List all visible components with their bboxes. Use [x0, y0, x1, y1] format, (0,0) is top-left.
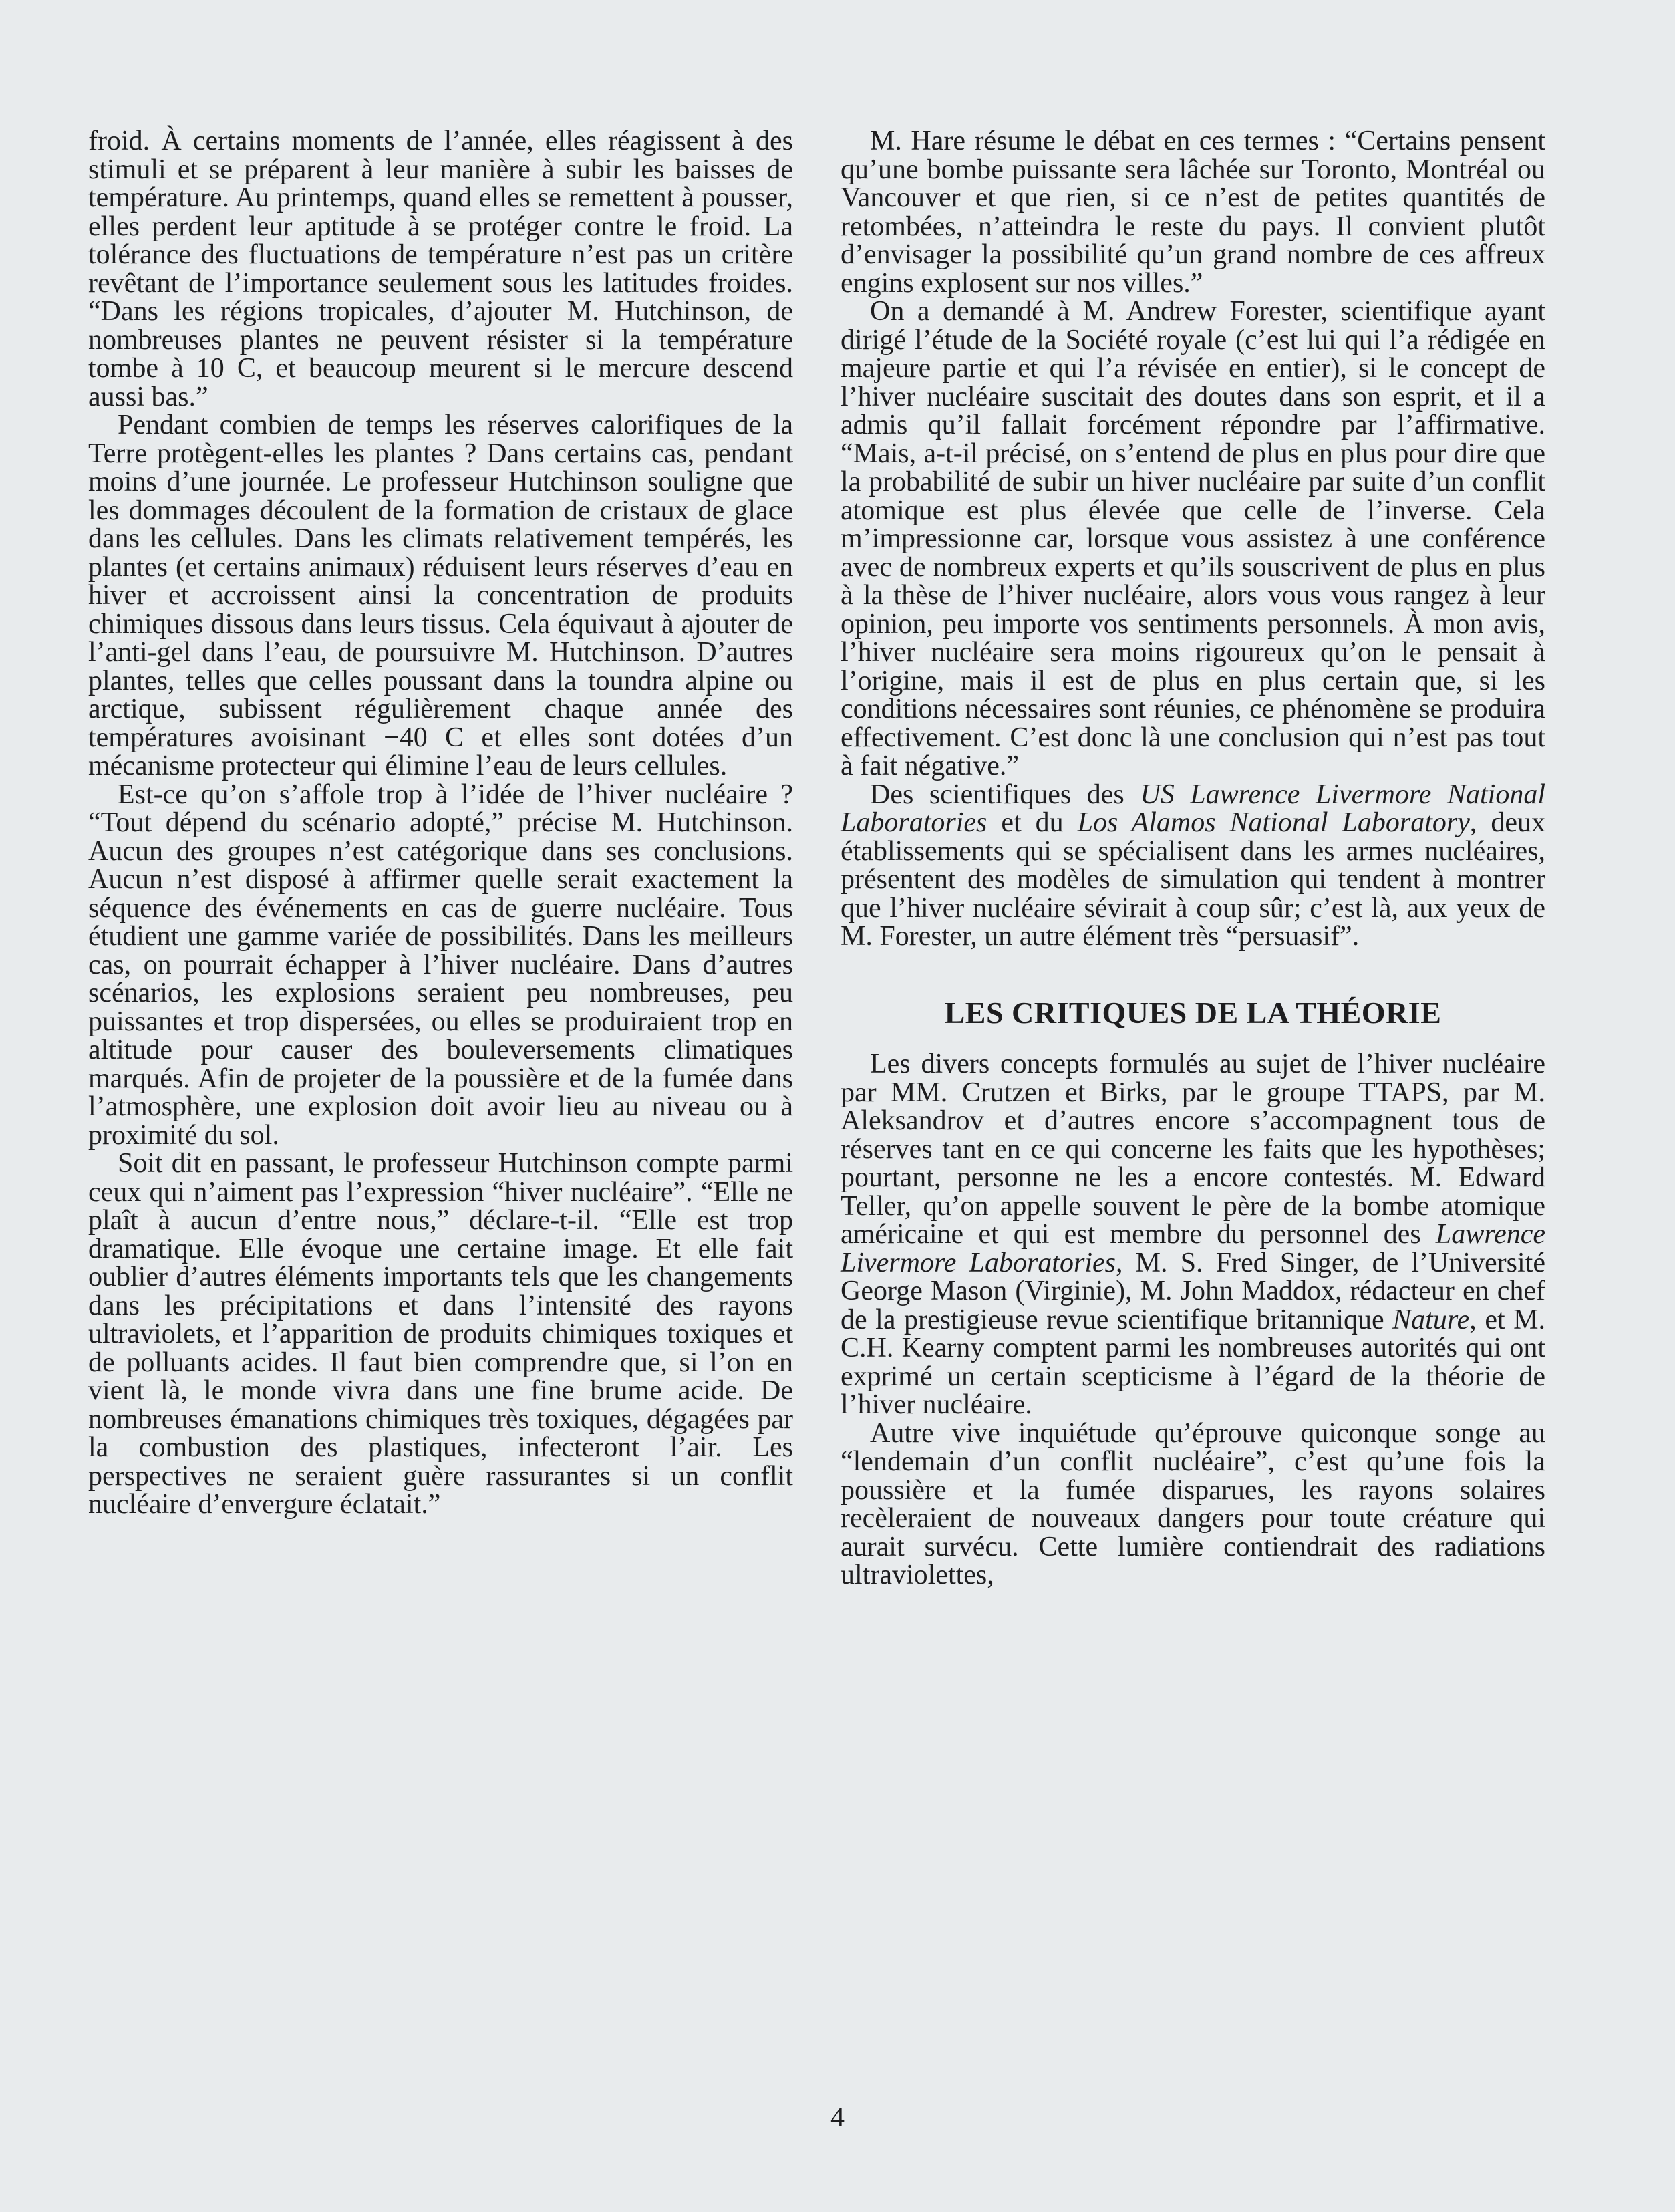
- paragraph: froid. À certains moments de l’année, elles réagissent à des stimuli et se préparent à leur manière à subir les baisses de température. Au printemps, quand elles se remettent à pousser, elles perdent leur aptitude à se protéger contre le froid. La tolérance des fluctuations de température n’est pas un critère revêtant de l’importance seulement sous les latitudes froides. “Dans les régions tropicales, d’ajouter M. Hutchinson, de nombreuses plantes ne peuvent résister si la température tombe à 10 C, et beaucoup meurent si le mercure descend aussi bas.”: [88, 126, 793, 412]
- italic-lab-name: US Lawrence Livermore National Laboratories: [841, 779, 1545, 838]
- page-number: 4: [830, 2102, 845, 2133]
- left-column: [88, 127, 793, 1519]
- paragraph: [841, 1050, 1545, 1419]
- text-run: , M. S. Fred Singer, de l’Université George Mason (Virginie), M. John Maddox, rédacteur en chef de la prestigieuse revue scientifique britannique: [841, 1247, 1545, 1335]
- paragraph: Autre vive inquiétude qu’éprouve quiconque songe au “lendemain d’un conflit nucléaire”, c’est qu’une fois la poussière et la fumée disparues, les rayons solaires recèleraient de nouveaux dangers pour toute créature qui aurait survécu. Cette lumière contiendrait des radiations ultraviolettes,: [841, 1417, 1545, 1591]
- paragraph: Pendant combien de temps les réserves calorifiques de la Terre protègent-elles les plantes ? Dans certains cas, pendant moins d’une journée. Le professeur Hutchinson souligne que les dommages découlent de la formation de cristaux de glace dans les cellules. Dans les climats relativement tempérés, les plantes (et certains animaux) réduisent leurs réserves d’eau en hiver et accroissent ainsi la concentration de produits chimiques dissous dans leurs tissus. Cela équivaut à ajouter de l’anti-gel dans l’eau, de poursuivre M. Hutchinson. D’autres plantes, telles que celles poussant dans la toundra alpine ou arctique, subissent régulièrement chaque année des températures avoisinant −40 C et elles sont dotées d’un mécanisme protecteur qui élimine l’eau de leurs cellules.: [88, 410, 793, 781]
- paragraph: Soit dit en passant, le professeur Hutchinson compte parmi ceux qui n’aiment pas l’expression “hiver nucléaire”. “Elle ne plaît à aucun d’entre nous,” déclare-t-il. “Elle est trop dramatique. Elle évoque une certaine image. Et elle fait oublier d’autres éléments importants tels que les changements dans les précipitations et dans l’intensité des rayons ultraviolets, et l’apparition de produits chimiques toxiques et de polluants acides. Il faut bien comprendre que, si l’on en vient là, le monde vivra dans une fine brume acide. De nombreuses émanations chimiques très toxiques, dégagées par la combustion des plastiques, infecteront l’air. Les perspectives ne seraient guère rassurantes si un conflit nucléaire d’envergure éclatait.”: [88, 1148, 793, 1520]
- text-run: Les divers concepts formulés au sujet de l’hiver nucléaire par MM. Crutzen et Birks, par le groupe TTAPS, par M. Aleksandrov et d’autres encore s’accompagnent tous de réserves tant en ce qui concerne les faits que les hypothèses; pourtant, personne ne les a encore contestés. M. Edward Teller, qu’on appelle souvent le père de la bombe atomique américaine et qui est membre du personnel des: [841, 1049, 1545, 1250]
- paragraph: [841, 781, 1545, 951]
- text-run: et du: [987, 807, 1078, 838]
- text-run: , deux établissements qui se spécialisent dans les armes nucléaires, présentent des modèles de simulation qui tendent à montrer que l’hiver nucléaire sévirait à coup sûr; c’est là, aux yeux de M. Forester, un autre élément très “persuasif”.: [841, 807, 1545, 952]
- paragraph: Est-ce qu’on s’affole trop à l’idée de l’hiver nucléaire ? “Tout dépend du scénario adopté,” précise M. Hutchinson. Aucun des groupes n’est catégorique dans ses conclusions. Aucun n’est disposé à affirmer quelle serait exactement la séquence des événements en cas de guerre nucléaire. Tous étudient une gamme variée de possibilités. Dans les meilleurs cas, on pourrait échapper à l’hiver nucléaire. Dans d’autres scénarios, les explosions seraient peu nombreuses, peu puissantes et trop dispersées, ou elles se produiraient trop en altitude pour causer des bouleversements climatiques marqués. Afin de projeter de la poussière et de la fumée dans l’atmosphère, une explosion doit avoir lieu au niveau ou à proximité du sol.: [88, 779, 793, 1151]
- right-column: [841, 127, 1545, 1590]
- paragraph: On a demandé à M. Andrew Forester, scientifique ayant dirigé l’étude de la Société royale (c’est lui qui l’a rédigée en majeure partie et qui l’a révisée en entier), si le concept de l’hiver nucléaire suscitait des doutes dans son esprit, et il a admis qu’il fallait forcément répondre par l’affirmative. “Mais, a-t-il précisé, on s’entend de plus en plus pour dire que la probabilité de subir un hiver nucléaire par suite d’un conflit atomique est plus élevée que celle de l’inverse. Cela m’impressionne car, lorsque vous assistez à une conférence avec de nombreux experts et qu’ils souscrivent de plus en plus à la thèse de l’hiver nucléaire, alors vous vous rangez à leur opinion, peu importe vos sentiments personnels. À mon avis, l’hiver nucléaire sera moins rigoureux qu’on le pensait à l’origine, mais il est de plus en plus certain que, si les conditions nécessaires sont réunies, ce phénomène se produira effectivement. C’est donc là une conclusion qui n’est pas tout à fait négative.”: [841, 296, 1545, 781]
- italic-journal-name: Nature: [1392, 1304, 1470, 1335]
- section-heading: LES CRITIQUES DE LA THÉORIE: [944, 995, 1442, 1030]
- text-run: Des scientifiques des: [870, 779, 1140, 810]
- italic-lab-name: Los Alamos National Laboratory: [1077, 807, 1470, 838]
- paragraph: M. Hare résume le débat en ces termes : “Certains pensent qu’une bombe puissante sera lâchée sur Toronto, Montréal ou Vancouver et que rien, si ce n’est de petites quantités de retombées, n’atteindra le reste du pays. Il convient plutôt d’envisager la possibilité qu’un grand nombre de ces affreux engins explosent sur nos villes.”: [841, 126, 1545, 299]
- text-run: , et M. C.H. Kearny comptent parmi les nombreuses autorités qui ont exprimé un certain scepticisme à l’égard de la théorie de l’hiver nucléaire.: [841, 1304, 1545, 1420]
- italic-lab-name: Lawrence Livermore Laboratories: [841, 1219, 1545, 1278]
